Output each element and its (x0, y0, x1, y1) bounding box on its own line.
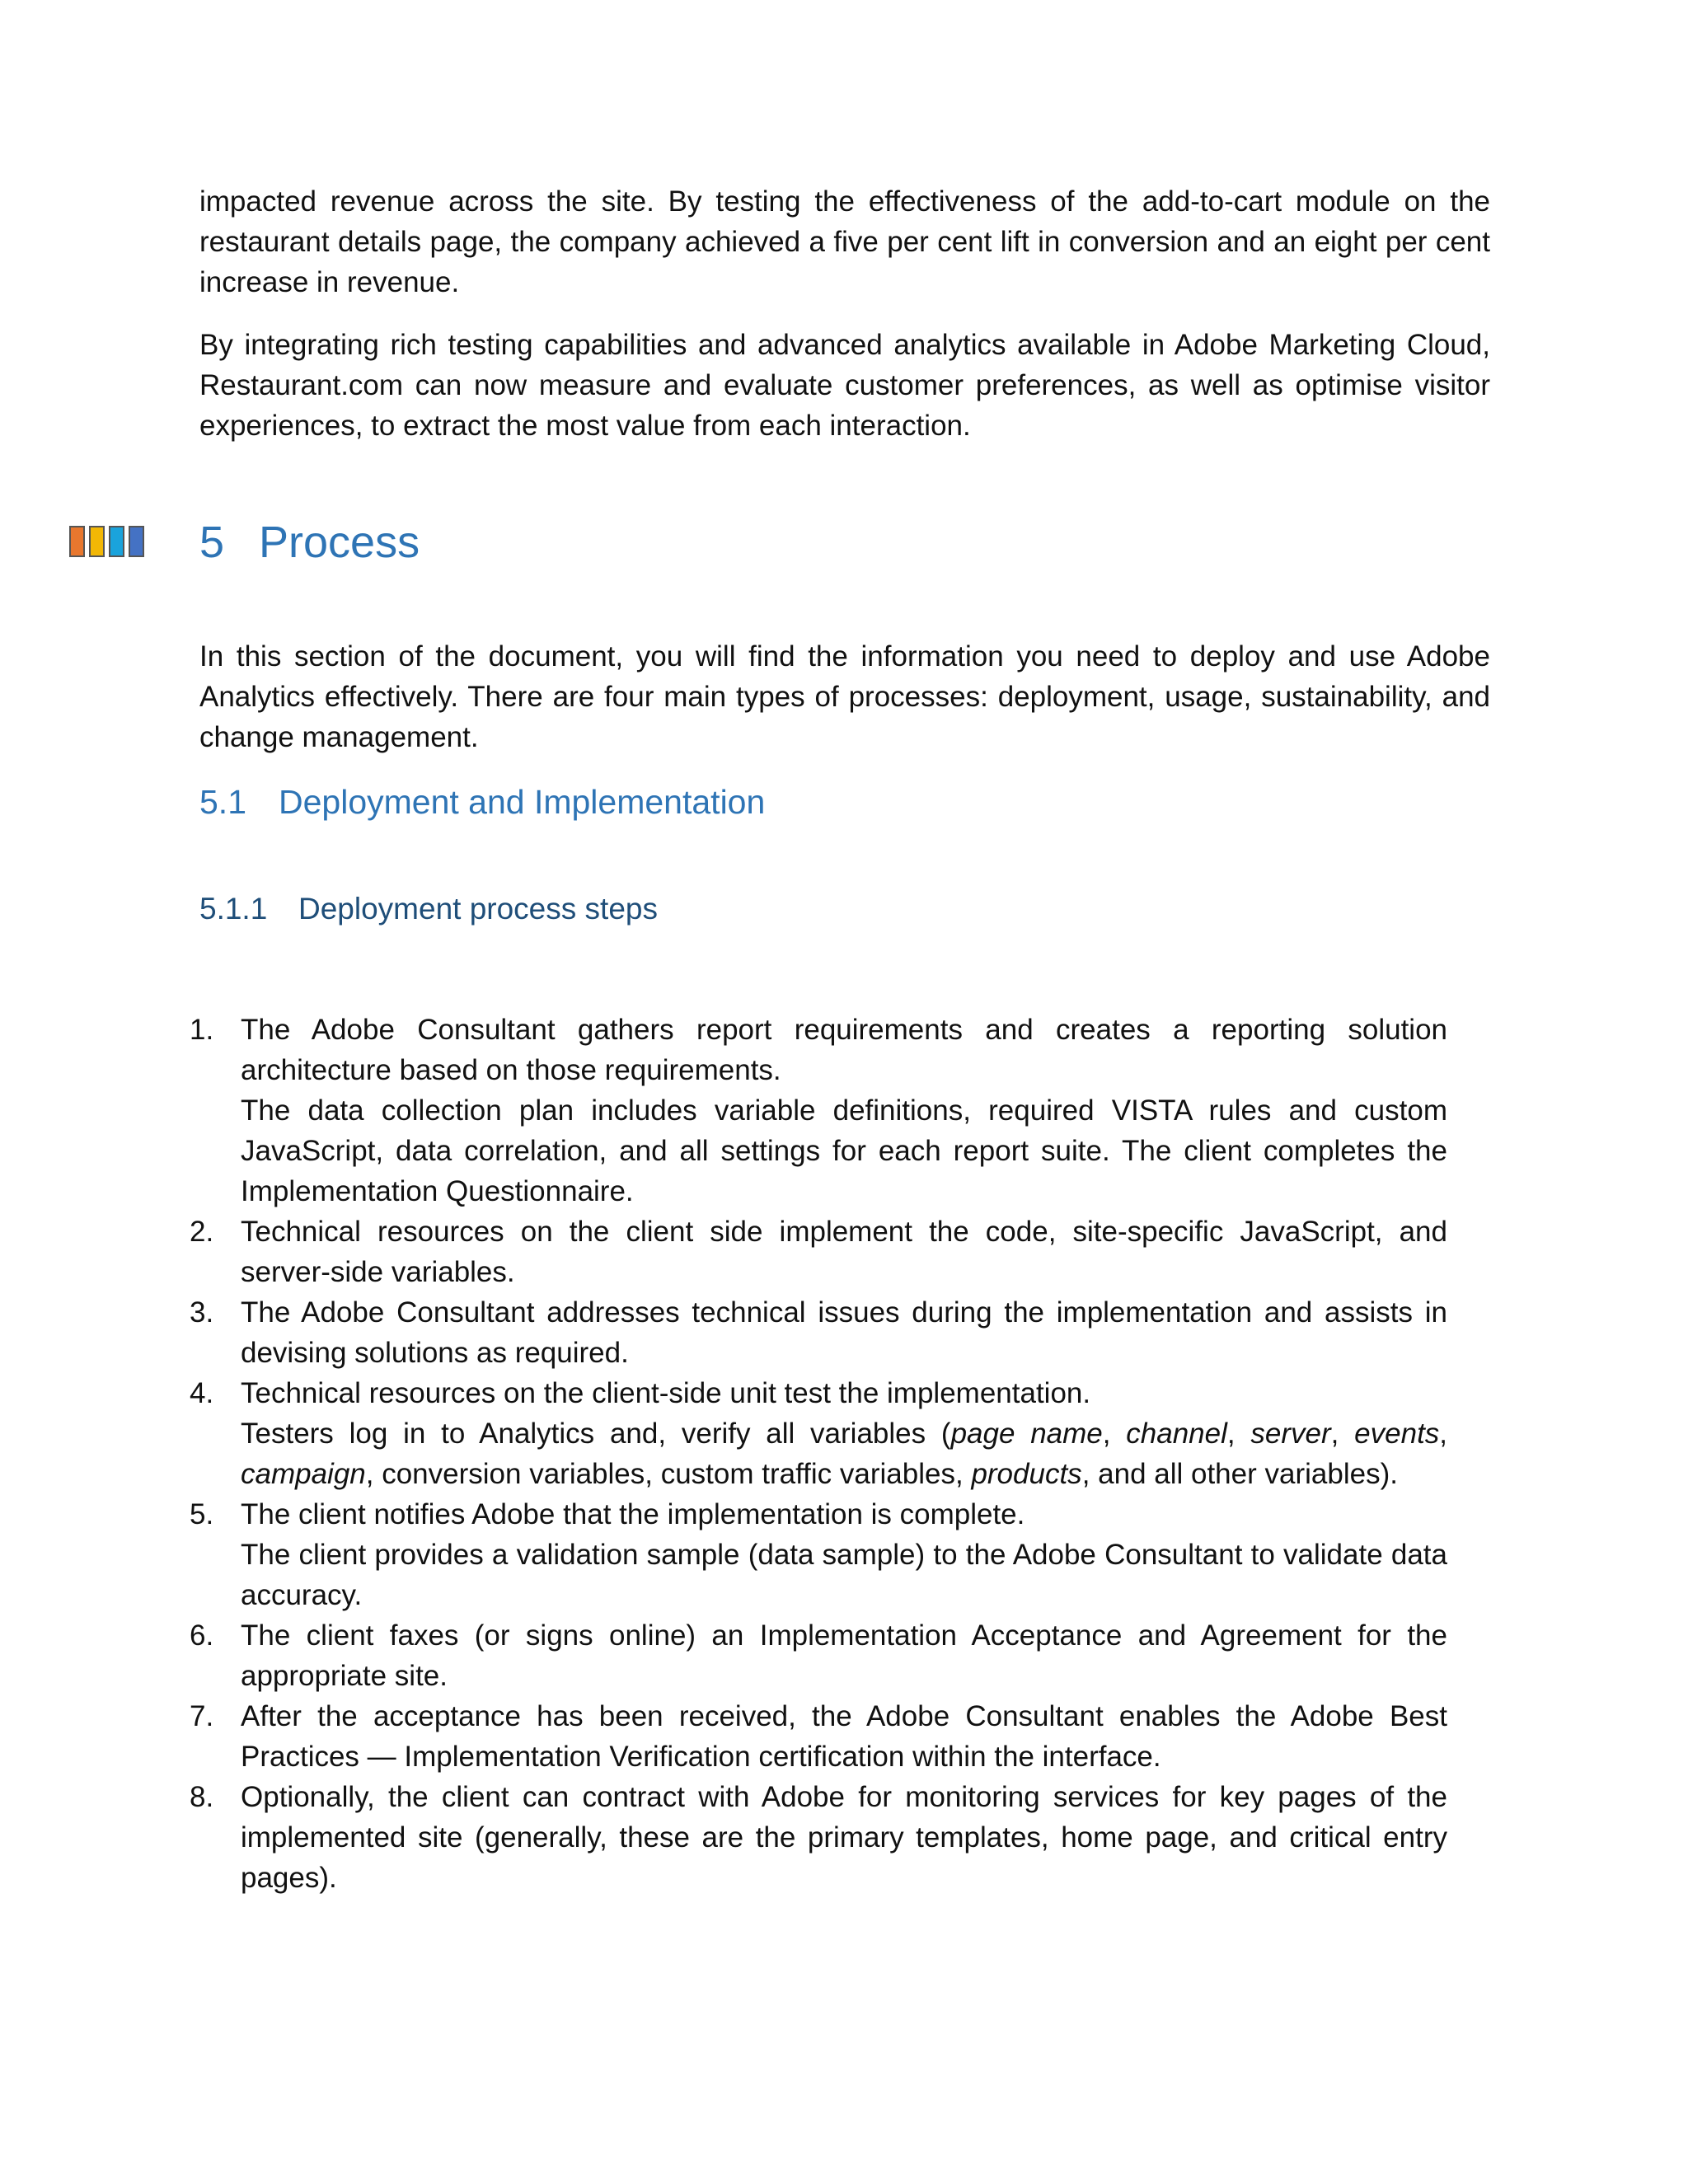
list-item (190, 1010, 1447, 1212)
step-text: Technical resources on the client side implement the code, site-specific JavaScript, and server-side variables. (241, 1216, 1447, 1288)
subsubsection-number: 5.1.1 (199, 892, 268, 926)
step-text: Optionally, the client can contract with Adobe for monitoring services for key pages of the implemented site (generally, these are the primary templates, home page, and critical entry pages). (241, 1781, 1447, 1894)
subsection-heading (199, 781, 765, 823)
list-item (190, 1494, 1447, 1615)
list-item (190, 1373, 1447, 1494)
list-marker: 7. (190, 1700, 214, 1732)
subsubsection-title: Deployment process steps (298, 892, 658, 926)
list-marker: 8. (190, 1781, 214, 1813)
list-item (190, 1696, 1447, 1777)
colorbar-orange (69, 526, 85, 557)
step-detail: Testers log in to Analytics and, verify all variables (page name, channel, server, events, campaign, conversion variables, custom traffic variables, products, and all other variables). (241, 1418, 1448, 1490)
step-text: The Adobe Consultant addresses technical issues during the implementation and assists in devising solutions as required. (241, 1296, 1447, 1369)
list-item (190, 1615, 1447, 1696)
deployment-steps-list (190, 1010, 1447, 1898)
step-detail: The client provides a validation sample (data sample) to the Adobe Consultant to validate data accuracy. (241, 1539, 1447, 1611)
subsection-number: 5.1 (199, 783, 246, 821)
intro-paragraph-1: impacted revenue across the site. By testing the effectiveness of the add-to-cart module on the restaurant details page, the company achieved a five per cent lift in conversion and an eight per cent increase in revenue. (199, 185, 1490, 298)
section-colorbar-icon (69, 526, 147, 559)
list-marker: 1. (190, 1014, 214, 1046)
colorbar-blue (109, 526, 124, 557)
section-title: Process (259, 518, 420, 567)
step-text: The client notifies Adobe that the implementation is complete. (241, 1498, 1025, 1530)
list-item (190, 1212, 1447, 1292)
step-text: After the acceptance has been received, the Adobe Consultant enables the Adobe Best Practices — Implementation Verification certification within the interface. (241, 1700, 1447, 1773)
list-marker: 5. (190, 1498, 214, 1530)
step-text: The client faxes (or signs online) an Implementation Acceptance and Agreement for the appropriate site. (241, 1619, 1447, 1692)
intro-paragraph-2: By integrating rich testing capabilities and advanced analytics available in Adobe Marketing Cloud, Restaurant.com can now measure and evaluate customer preferences, as well as optimise visitor experiences, to extract the most value from each interaction. (199, 329, 1490, 442)
section-number: 5 (199, 518, 225, 567)
list-marker: 6. (190, 1619, 214, 1652)
list-item (190, 1292, 1447, 1373)
subsection-title: Deployment and Implementation (279, 783, 766, 821)
step-text: The Adobe Consultant gathers report requirements and creates a reporting solution architecture based on those requirements. (241, 1014, 1447, 1086)
colorbar-yellow (89, 526, 105, 557)
list-marker: 4. (190, 1377, 214, 1409)
section-heading (199, 516, 420, 569)
list-marker: 3. (190, 1296, 214, 1329)
step-text: Technical resources on the client-side unit test the implementation. (241, 1377, 1091, 1409)
list-marker: 2. (190, 1216, 214, 1248)
colorbar-indigo (129, 526, 144, 557)
step-detail: The data collection plan includes variable definitions, required VISTA rules and custom JavaScript, data correlation, and all settings for each report suite. The client completes the Implementation Questionnaire. (241, 1094, 1447, 1207)
subsubsection-heading (199, 890, 658, 928)
section-intro-paragraph: In this section of the document, you will find the information you need to deploy and use Adobe Analytics effectively. There are four main types of processes: deployment, usage, sustainability, and change management. (199, 640, 1490, 753)
list-item (190, 1777, 1447, 1898)
